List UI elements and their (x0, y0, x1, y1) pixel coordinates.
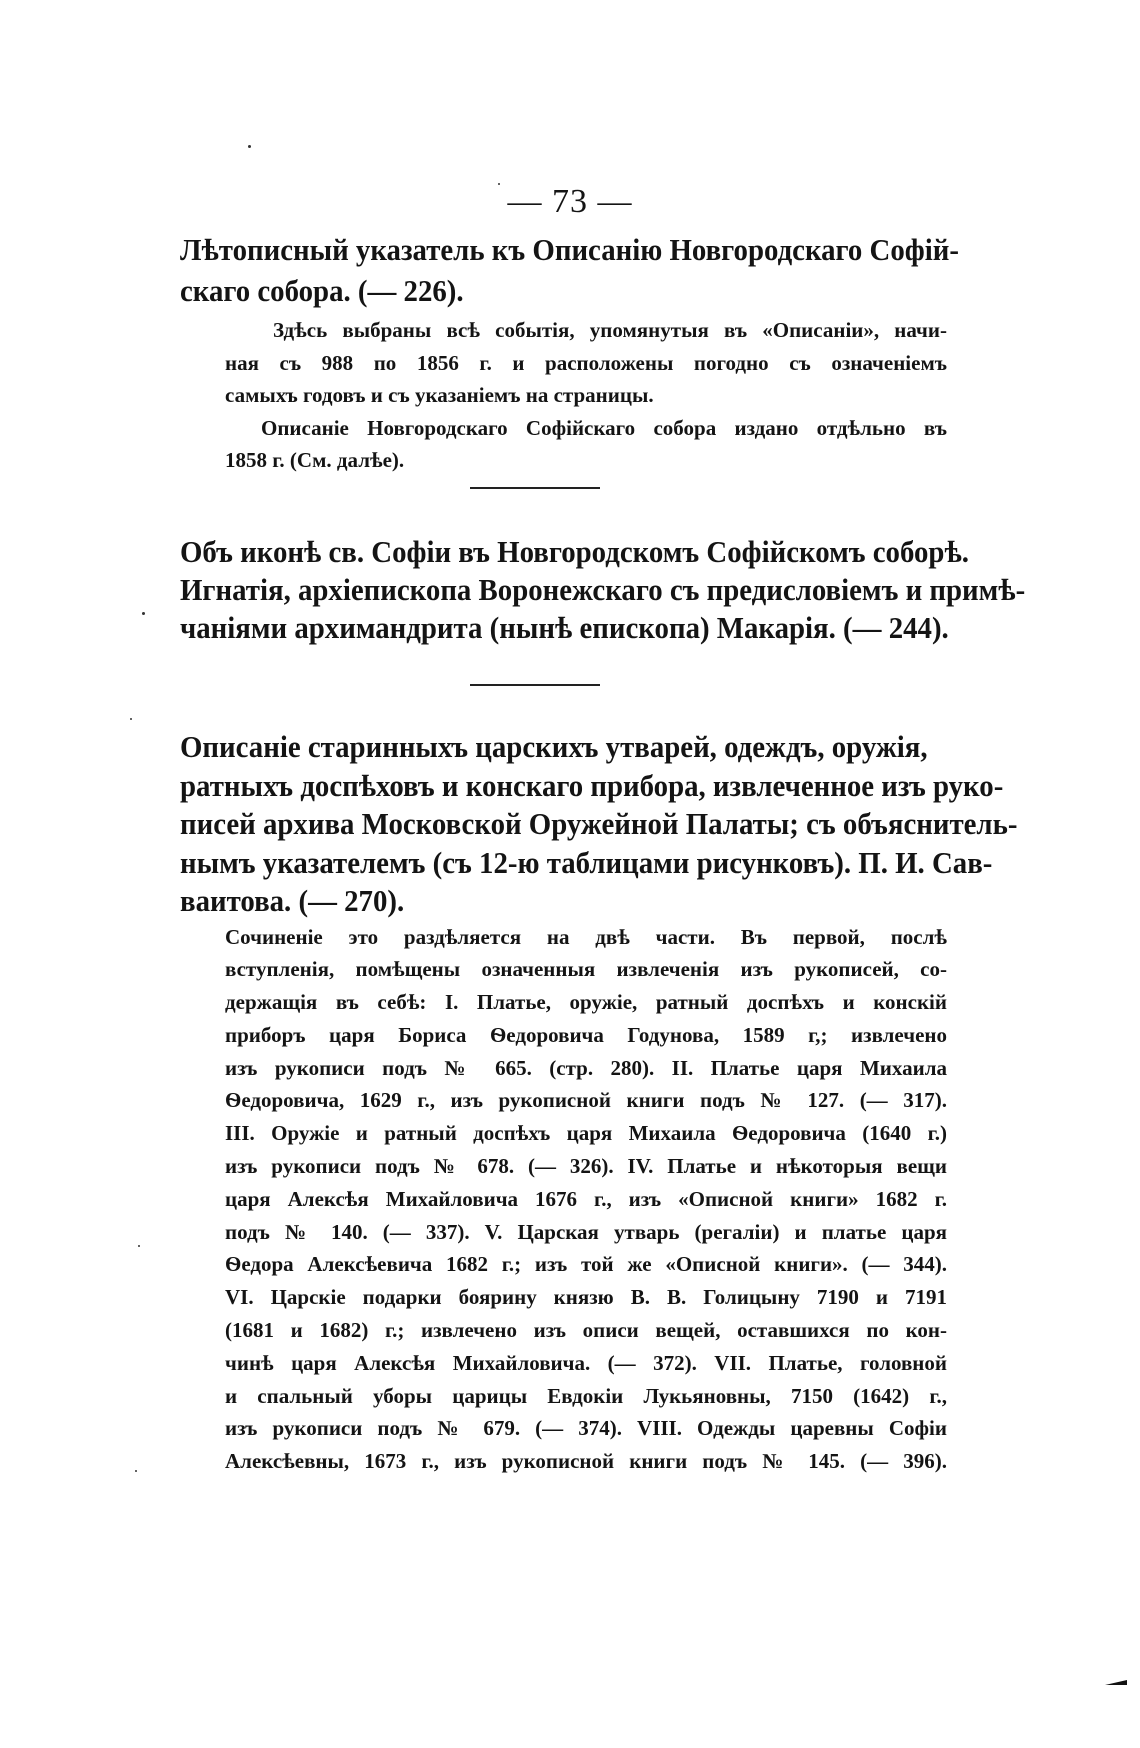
title-line: Лѣтописный указатель къ Описанію Новгородскаго Софій- (180, 232, 959, 267)
note-line: царя Алексѣя Михайловича 1676 г., изъ «Описной книги» 1682 г. (225, 1186, 947, 1211)
entry-sophia-icon (180, 533, 1026, 647)
note-line: изъ рукописи подъ № 679. (— 374). VIII. Одежды царевны Софіи (225, 1416, 947, 1441)
note-line: III. Оружіе и ратный доспѣхъ царя Михаила Ѳедоровича (1640 г.) (225, 1121, 947, 1146)
entry-note (225, 921, 947, 1479)
note-line: Ѳедора Алексѣевича 1682 г.; изъ той же «Описной книги». (— 344). (225, 1252, 947, 1277)
note-line: Сочиненіе это раздѣляется на двѣ части. Въ первой, послѣ (225, 924, 947, 949)
note-line: (1681 и 1682) г.; извлечено изъ описи вещей, оставшихся по кон- (225, 1318, 947, 1343)
note-line: изъ рукописи подъ № 678. (— 326). IV. Платье и нѣкоторыя вещи (225, 1154, 947, 1179)
title-line: писей архива Московской Оружейной Палаты; съ объяснитель- (180, 806, 1018, 841)
note-line: чинѣ царя Алексѣя Михайловича. (— 372). VII. Платье, головной (225, 1350, 947, 1375)
title-line: Объ иконѣ св. Софіи въ Новгородскомъ Софійскомъ соборѣ. (180, 534, 969, 569)
note-line: самыхъ годовъ и съ указаніемъ на страницы. (225, 383, 654, 407)
section-divider (470, 684, 600, 686)
entry-chronicle-index (180, 229, 959, 477)
scan-speck (135, 1470, 137, 1472)
title-line: нымъ указателемъ (съ 12-ю таблицами рисунковъ). П. И. Сав- (180, 844, 993, 880)
note-line: Описаніе Новгородскаго Софійскаго собора издано отдѣльно въ (261, 415, 947, 440)
title-line: чаніями архимандрита (нынѣ епископа) Макарія. (— 244). (180, 610, 949, 645)
scan-speck (498, 183, 500, 185)
page-number: — 73 — (507, 183, 633, 220)
entry-title (180, 533, 1026, 647)
scan-speck (248, 145, 251, 148)
section-divider (470, 487, 600, 489)
note-line: VI. Царскіе подарки боярину князю В. В. Голицыну 7190 и 7191 (225, 1285, 947, 1310)
title-line: ваитова. (— 270). (180, 883, 405, 918)
title-line: Игнатія, архіепископа Воронежскаго съ предисловіемъ и примѣ- (180, 572, 1026, 607)
entry-note (225, 412, 947, 477)
note-line: подъ № 140. (— 337). V. Царская утварь (регаліи) и платье царя (225, 1219, 947, 1244)
note-line: и спальный уборы царицы Евдокіи Лукьяновны, 7150 (1642) г., (225, 1383, 947, 1408)
title-line: ратныхъ доспѣховъ и конскаго прибора, извлеченное изъ руко- (180, 767, 1004, 803)
entry-note (225, 314, 947, 412)
entry-title (180, 229, 959, 311)
scan-speck (138, 1245, 140, 1247)
note-line: Ѳедоровича, 1629 г., изъ рукописной книги подъ № 127. (— 317). (225, 1088, 947, 1113)
scan-speck (142, 612, 145, 615)
scan-speck (130, 718, 132, 720)
note-line: Алексѣевны, 1673 г., изъ рукописной книги подъ № 145. (— 396). (225, 1449, 947, 1474)
title-line: скаго собора. (— 226). (180, 273, 464, 308)
entry-tsar-regalia (180, 728, 1018, 1478)
entry-title (180, 728, 1018, 921)
note-line: ная съ 988 по 1856 г. и расположены погодно съ означеніемъ (225, 350, 947, 375)
note-line: 1858 г. (См. далѣе). (225, 448, 405, 472)
note-line: вступленія, помѣщены означенныя извлеченія изъ рукописей, со- (225, 957, 947, 982)
note-line: приборъ царя Бориса Ѳедоровича Годунова, 1589 г,; извлечено (225, 1022, 947, 1047)
note-line: изъ рукописи подъ № 665. (стр. 280). II. Платье царя Михаила (225, 1055, 947, 1080)
scan-mark (1105, 1680, 1127, 1685)
title-line: Описаніе старинныхъ царскихъ утварей, одеждъ, оружія, (180, 729, 928, 764)
note-line: держащія въ себѣ: I. Платье, оружіе, ратный доспѣхъ и конскій (225, 990, 947, 1015)
note-line: Здѣсь выбраны всѣ событія, упомянутыя въ «Описаніи», начи- (273, 318, 947, 342)
